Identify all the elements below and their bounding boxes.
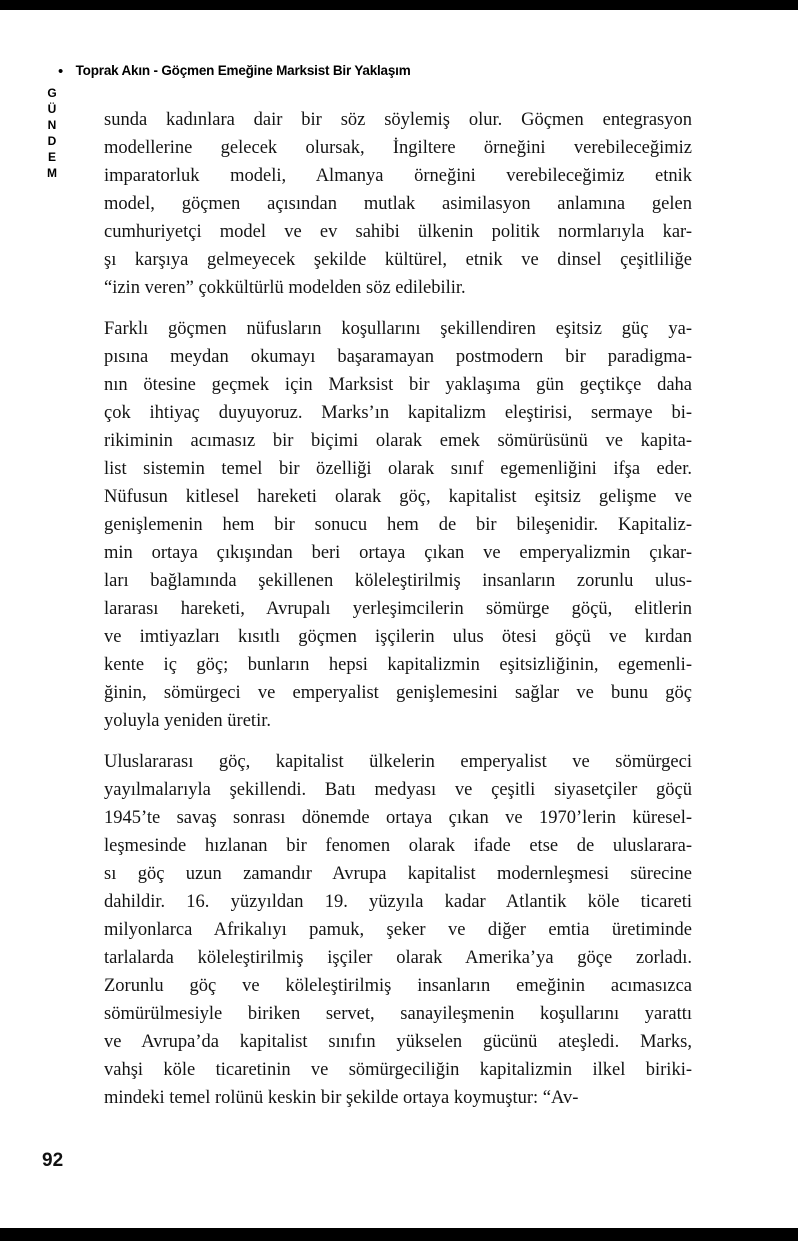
text-line: lararası hareketi, Avrupalı yerleşimcilerin sömürge göçü, elitlerin — [104, 599, 692, 619]
text-line: milyonlarca Afrikalıyı pamuk, şeker ve diğer emtia üretiminde — [104, 920, 692, 940]
running-header — [58, 63, 738, 80]
text-line: rikiminin acımasız bir biçimi olarak emek sömürüsünü ve kapita- — [104, 431, 692, 451]
text-line: genişlemenin hem bir sonucu hem de bir bileşenidir. Kapitaliz- — [104, 515, 692, 535]
paragraph — [104, 315, 692, 735]
paragraph — [104, 106, 692, 302]
text-line: list sistemin temel bir özelliği olarak sınıf egemenliğini ifşa eder. — [104, 459, 692, 479]
text-line: 1945’te savaş sonrası dönemde ortaya çıkan ve 1970’lerin küresel- — [104, 808, 692, 828]
text-line: şı karşıya gelmeyecek şekilde kültürel, etnik ve dinsel çeşitliliğe — [104, 250, 692, 270]
scan-edge-top — [0, 0, 798, 10]
text-line: model, göçmen açısından mutlak asimilasyon anlamına gelen — [104, 194, 692, 214]
paragraph — [104, 748, 692, 1112]
scan-edge-bottom — [0, 1228, 798, 1241]
text-line: vahşi köle ticaretinin ve sömürgeciliğin kapitalizmin ilkel biriki- — [104, 1060, 692, 1080]
text-line: Farklı göçmen nüfusların koşullarını şekillendiren eşitsiz güç ya- — [104, 319, 692, 339]
text-line: cumhuriyetçi model ve ev sahibi ülkenin politik normlarıyla kar- — [104, 222, 692, 242]
header-separator: - — [153, 63, 158, 78]
text-line: sömürülmesiyle biriken servet, sanayileşmenin koşullarını yarattı — [104, 1004, 692, 1024]
text-line: ğinin, sömürgeci ve emperyalist genişlemesini sağlar ve bunu göç — [104, 683, 692, 703]
text-line: Zorunlu göç ve köleleştirilmiş insanların emeğinin acımasızca — [104, 976, 692, 996]
text-line: yoluyla yeniden üretir. — [104, 711, 271, 731]
text-line: ve imtiyazları kısıtlı göçmen işçilerin ulus ötesi göçü ve kırdan — [104, 627, 692, 647]
text-line: min ortaya çıkışından beri ortaya çıkan ve emperyalizmin çıkar- — [104, 543, 692, 563]
text-line: sunda kadınlara dair bir söz söylemiş olur. Göçmen entegrasyon — [104, 110, 692, 130]
text-line: modellerine gelecek olursak, İngiltere örneğini verebileceğimiz — [104, 138, 692, 158]
text-line: tarlalarda köleleştirilmiş işçiler olarak Amerika’ya göçe zorladı. — [104, 948, 692, 968]
section-label-gundem: GÜNDEM — [45, 86, 59, 182]
text-line: leşmesinde hızlanan bir fenomen olarak ifade etse de uluslarara- — [104, 836, 692, 856]
page-number: 92 — [42, 1150, 64, 1171]
text-line: Nüfusun kitlesel hareketi olarak göç, kapitalist eşitsiz gelişme ve — [104, 487, 692, 507]
body-text — [104, 106, 692, 1112]
header-chapter-title: Göçmen Emeğine Marksist Bir Yaklaşım — [161, 63, 411, 78]
text-line: imparatorluk modeli, Almanya örneğini verebileceğimiz etnik — [104, 166, 692, 186]
text-line: nın ötesine geçmek için Marksist bir yaklaşıma gün geçtikçe daha — [104, 375, 692, 395]
text-line: yayılmalarıyla şekillendi. Batı medyası ve çeşitli siyasetçiler göçü — [104, 780, 692, 800]
header-author: Toprak Akın — [75, 63, 150, 78]
text-line: Uluslararası göç, kapitalist ülkelerin emperyalist ve sömürgeci — [104, 752, 692, 772]
text-line: mindeki temel rolünü keskin bir şekilde ortaya koymuştur: “Av- — [104, 1088, 579, 1108]
text-line: ve Avrupa’da kapitalist sınıfın yükselen gücünü ateşledi. Marks, — [104, 1032, 692, 1052]
text-line: pısına meydan okumayı başaramayan postmodern bir paradigma- — [104, 347, 692, 367]
text-line: dahildir. 16. yüzyıldan 19. yüzyıla kadar Atlantik köle ticareti — [104, 892, 692, 912]
text-line: ları bağlamında şekillenen köleleştirilmiş insanların zorunlu ulus- — [104, 571, 692, 591]
text-line: kente iç göç; bunların hepsi kapitalizmin eşitsizliğinin, egemenli- — [104, 655, 692, 675]
header-bullet-icon: • — [58, 63, 64, 80]
text-line: çok ihtiyaç duyuyoruz. Marks’ın kapitalizm eleştirisi, sermaye bi- — [104, 403, 692, 423]
text-line: sı göç uzun zamandır Avrupa kapitalist modernleşmesi sürecine — [104, 864, 692, 884]
text-line: “izin veren” çokkültürlü modelden söz edilebilir. — [104, 278, 466, 298]
